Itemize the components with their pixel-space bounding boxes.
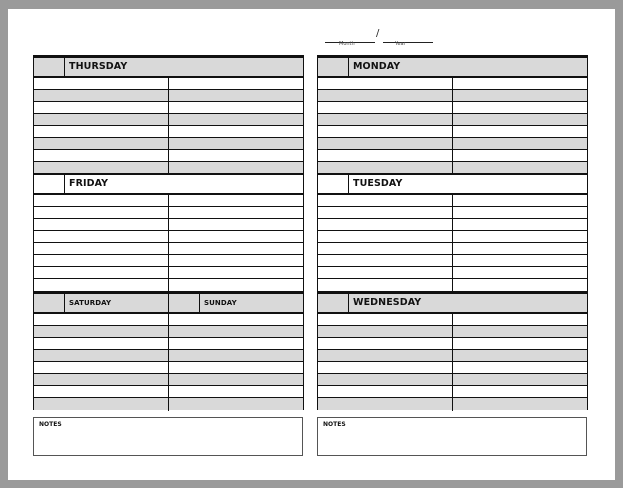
tuesday-rows	[318, 195, 587, 292]
friday-title: FRIDAY	[69, 178, 109, 189]
friday-checkbox[interactable]	[34, 175, 65, 193]
column-divider	[168, 78, 169, 174]
date-separator: /	[376, 28, 380, 39]
tuesday-block	[317, 173, 588, 292]
notes-right-label: NOTES	[323, 421, 346, 428]
wednesday-header	[318, 292, 587, 314]
monday-header	[318, 56, 587, 78]
monday-title: MONDAY	[353, 61, 401, 72]
notes-left-box[interactable]	[33, 417, 303, 456]
weekend-rows	[34, 314, 303, 411]
tuesday-checkbox[interactable]	[318, 175, 349, 193]
weekend-block	[33, 291, 304, 410]
column-divider	[168, 314, 169, 411]
thursday-rows	[34, 78, 303, 174]
friday-header	[34, 173, 303, 195]
monday-checkbox[interactable]	[318, 58, 349, 76]
weekend-header	[34, 292, 303, 314]
sunday-title: SUNDAY	[204, 299, 237, 307]
wednesday-block	[317, 291, 588, 410]
notes-right-box[interactable]	[317, 417, 587, 456]
thursday-block	[33, 55, 304, 173]
year-label: Year	[395, 41, 406, 47]
thursday-title: THURSDAY	[69, 61, 128, 72]
column-divider	[168, 195, 169, 292]
wednesday-checkbox[interactable]	[318, 294, 349, 312]
wednesday-title: WEDNESDAY	[353, 297, 422, 308]
monday-rows	[318, 78, 587, 174]
sunday-checkbox[interactable]	[169, 294, 199, 312]
thursday-header	[34, 56, 303, 78]
month-label: Month	[339, 41, 355, 47]
year-line[interactable]	[383, 34, 433, 43]
friday-block	[33, 173, 304, 292]
column-divider	[452, 195, 453, 292]
tuesday-header	[318, 173, 587, 195]
thursday-checkbox[interactable]	[34, 58, 65, 76]
saturday-checkbox[interactable]	[34, 294, 65, 312]
saturday-title: SATURDAY	[69, 299, 112, 307]
friday-rows	[34, 195, 303, 292]
column-divider	[452, 314, 453, 411]
column-divider	[199, 294, 200, 312]
monday-block	[317, 55, 588, 173]
column-divider	[452, 78, 453, 174]
wednesday-rows	[318, 314, 587, 411]
notes-left-label: NOTES	[39, 421, 62, 428]
tuesday-title: TUESDAY	[353, 178, 403, 189]
